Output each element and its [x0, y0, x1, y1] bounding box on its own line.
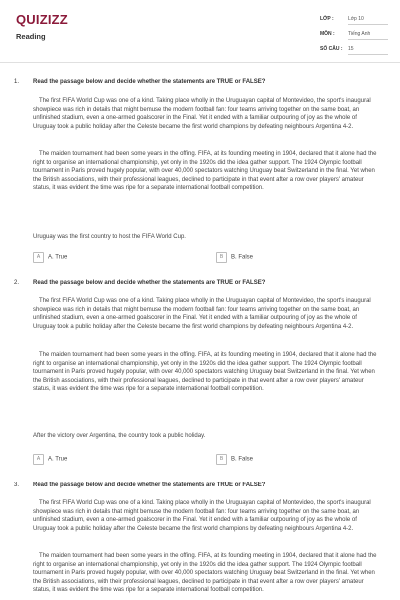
option-key-box: B — [216, 252, 227, 263]
subject-title: Reading — [16, 32, 46, 41]
passage-paragraph: The maiden tournament had been some years in the offing. FIFA, at its founding meeting in 1904, declared that it alone had the right to organise an international championship, yet only in the 1920s did the idea gather support. The 1924 Olympic football tournament in Paris proved hugely popular, with over 40,000 spectators watching Uruguay beat Switzerland in the final. Yet when the British associations, with their professional leagues, declined to participate in that event after a row over players' amateur status, it was evident the time was ripe for a separate international football competition. — [33, 151, 377, 192]
meta-row-count — [320, 44, 390, 59]
question-3 — [0, 482, 400, 600]
header-divider — [0, 62, 400, 63]
meta-value: 15 — [348, 44, 388, 55]
option-key-box: A — [33, 252, 44, 263]
meta-row-subject — [320, 29, 390, 44]
question-statement: Uruguay was the first country to host the FIFA World Cup. — [33, 234, 186, 240]
meta-row-class — [320, 14, 390, 29]
option-label: A. True — [48, 254, 68, 261]
meta-label: MÔN : — [320, 31, 335, 37]
question-statement: After the victory over Argentina, the country took a public holiday. — [33, 433, 206, 439]
option-true[interactable] — [33, 252, 67, 263]
passage-paragraph: The first FIFA World Cup was one of a kind. Taking place wholly in the Uruguayan capital of Montevideo, the sport's inaugural showpiece was rich in details that might bemuse the modern football fan: four teams arriving together on the same boat, an unfinished stadium, even a one-armed goalscorer in the Final. Yet it ended with a familiar outpouring of joy as the whole of Uruguay took a public holiday after the Celeste became the first world champions by defeating neighbours Argentina 4-2. — [33, 98, 371, 130]
meta-label: LỚP : — [320, 16, 334, 22]
option-true[interactable] — [33, 454, 67, 465]
question-number: 1. — [14, 79, 20, 85]
meta-value: Tiếng Anh — [348, 29, 388, 40]
question-number: 2. — [14, 280, 20, 286]
meta-label: SỐ CÂU : — [320, 46, 343, 52]
passage-paragraph: The maiden tournament had been some years in the offing. FIFA, at its founding meeting in 1904, declared that it alone had the right to organise an international championship, yet only in the 1920s did the idea gather support. The 1924 Olympic football tournament in Paris proved hugely popular, with over 40,000 spectators watching Uruguay beat Switzerland in the final. Yet when the British associations, with their professional leagues, declined to participate in that event after a row over players' amateur status, it was evident the time was ripe for a separate international football competition. — [33, 553, 377, 594]
meta-value: Lớp 10 — [348, 14, 388, 25]
question-number: 3. — [14, 482, 20, 488]
passage-paragraph: The first FIFA World Cup was one of a kind. Taking place wholly in the Uruguayan capital of Montevideo, the sport's inaugural showpiece was rich in details that might bemuse the modern football fan: four teams arriving together on the same boat, an unfinished stadium, even a one-armed goalscorer in the Final. Yet it ended with a familiar outpouring of joy as the whole of Uruguay took a public holiday after the Celeste became the first world champions by defeating neighbours Argentina 4-2. — [33, 500, 371, 532]
option-key-box: B — [216, 454, 227, 465]
option-key-box: A — [33, 454, 44, 465]
passage-paragraph: The first FIFA World Cup was one of a kind. Taking place wholly in the Uruguayan capital of Montevideo, the sport's inaugural showpiece was rich in details that might bemuse the modern football fan: four teams arriving together on the same boat, an unfinished stadium, even a one-armed goalscorer in the Final. Yet it ended with a familiar outpouring of joy as the whole of Uruguay took a public holiday after the Celeste became the first world champions by defeating neighbours Argentina 4-2. — [33, 298, 371, 330]
question-prompt: Read the passage below and decide whether the statements are TRUE or FALSE? — [33, 280, 266, 286]
option-label: B. False — [231, 456, 254, 463]
quizizz-logo: QUIZIZZ — [16, 12, 68, 27]
option-label: A. True — [48, 456, 68, 463]
option-label: B. False — [231, 254, 254, 261]
question-prompt: Read the passage below and decide whether the statements are TRUE or FALSE? — [33, 482, 266, 488]
option-false[interactable] — [216, 454, 253, 465]
worksheet-meta — [320, 14, 390, 59]
question-prompt: Read the passage below and decide whether the statements are TRUE or FALSE? — [33, 79, 266, 85]
passage-paragraph: The maiden tournament had been some years in the offing. FIFA, at its founding meeting in 1904, declared that it alone had the right to organise an international championship, yet only in the 1920s did the idea gather support. The 1924 Olympic football tournament in Paris proved hugely popular, with over 40,000 spectators watching Uruguay beat Switzerland in the final. Yet when the British associations, with their professional leagues, declined to participate in that event after a row over players' amateur status, it was evident the time was ripe for a separate international football competition. — [33, 352, 377, 393]
option-false[interactable] — [216, 252, 253, 263]
worksheet-header — [0, 0, 400, 62]
